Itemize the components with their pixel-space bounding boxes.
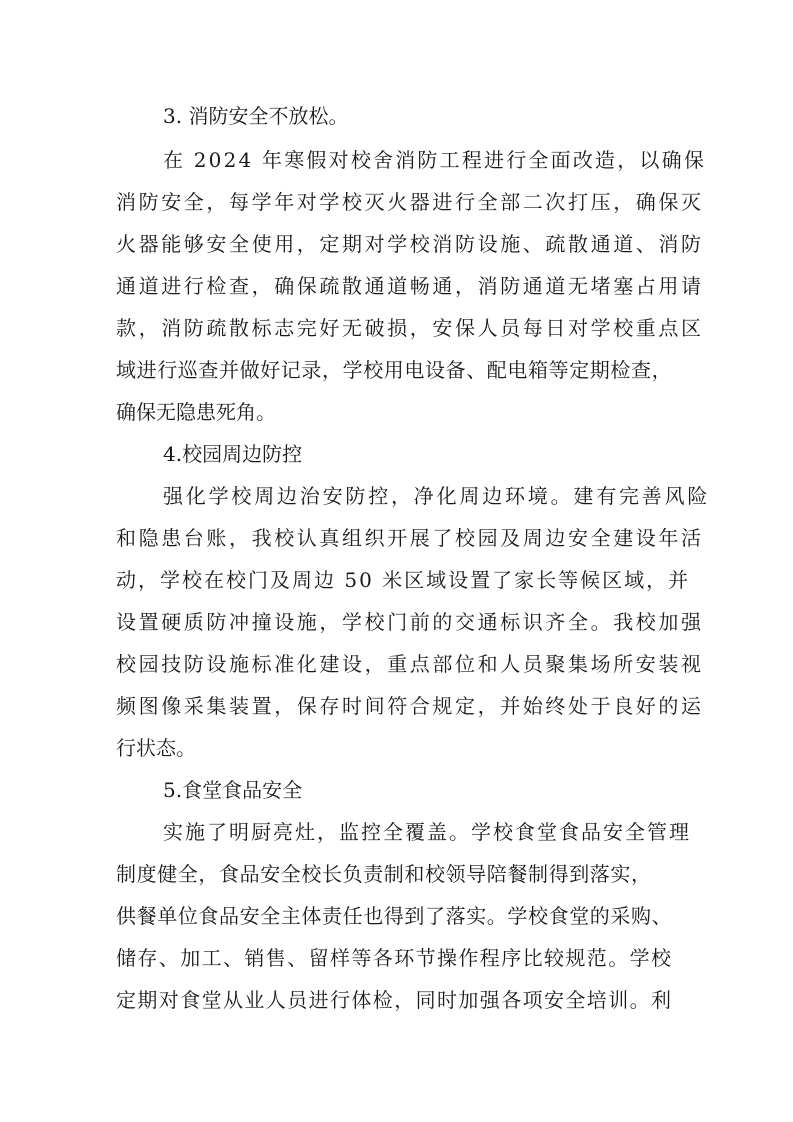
section-3-line-6: 域进行巡查并做好记录，学校用电设备、配电箱等定期检查，: [116, 358, 673, 382]
section-3-line-2: 消防安全，每学年对学校灭火器进行全部二次打压，确保灭: [116, 190, 704, 214]
section-4-line-1: 强化学校周边治安防控，净化周边环境。建有完善风险: [163, 484, 711, 508]
section-5-line-5: 定期对食堂从业人员进行体检，同时加强各项安全培训。利: [116, 988, 673, 1012]
section-5-line-2: 制度健全，食品安全校长负责制和校领导陪餐制得到落实，: [116, 862, 652, 886]
section-5-line-1: 实施了明厨亮灶，监控全覆盖。学校食堂食品安全管理: [163, 820, 691, 844]
section-5-line-3: 供餐单位食品安全主体责任也得到了落实。学校食堂的采购、: [116, 904, 673, 928]
section-4-heading: 4.校园周边防控: [163, 442, 303, 466]
section-3-line-7: 确保无隐患死角。: [116, 400, 276, 424]
section-4-line-4: 设置硬质防冲撞设施，学校门前的交通标识齐全。我校加强: [116, 610, 704, 634]
section-4-line-7: 行状态。: [116, 736, 196, 760]
section-3-line-3: 火器能够安全使用，定期对学校消防设施、疏散通道、消防: [116, 232, 704, 256]
section-4-line-2: 和隐患台账，我校认真组织开展了校园及周边安全建设年活: [116, 526, 704, 550]
section-5-heading: 5.食堂食品安全: [163, 778, 303, 802]
section-5-line-4: 储存、加工、销售、留样等各环节操作程序比较规范。学校: [116, 946, 673, 970]
section-4-line-3: 动，学校在校门及周边 50 米区域设置了家长等候区域，并: [116, 568, 691, 592]
section-3-line-1: 在 2024 年寒假对校舍消防工程进行全面改造，以确保: [163, 148, 707, 172]
section-3-line-4: 通道进行检查，确保疏散通道畅通，消防通道无堵塞占用请: [116, 274, 704, 298]
section-4-line-5: 校园技防设施标准化建设，重点部位和人员聚集场所安装视: [116, 652, 704, 676]
section-3-line-5: 款，消防疏散标志完好无破损，安保人员每日对学校重点区: [116, 316, 704, 340]
section-3-heading: 3. 消防安全不放松。: [163, 104, 349, 128]
section-4-line-6: 频图像采集装置，保存时间符合规定，并始终处于良好的运: [116, 694, 704, 718]
